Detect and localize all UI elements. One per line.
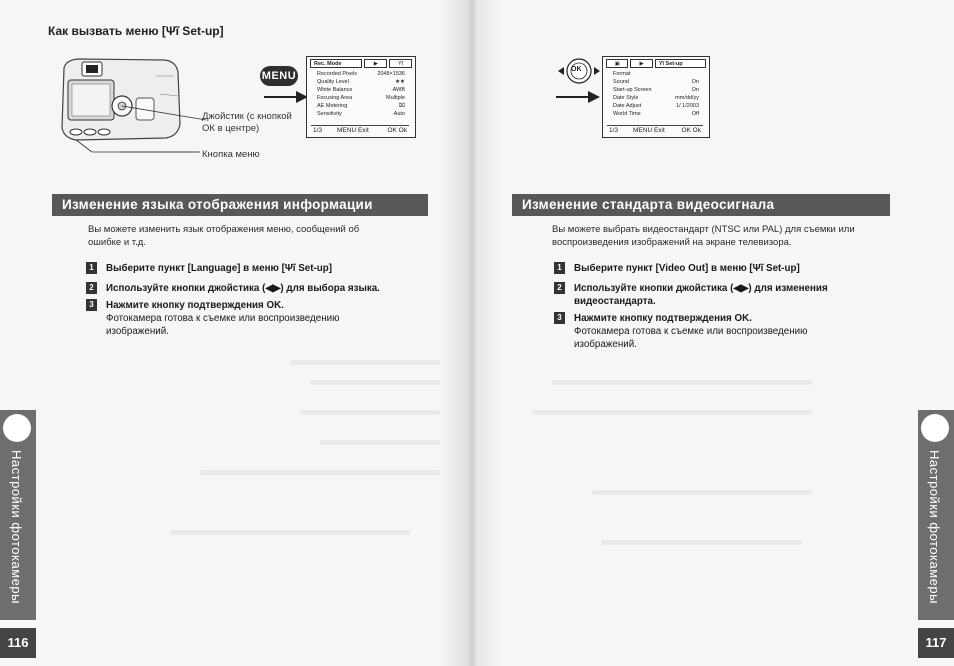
lcd-row-value: ★★	[395, 79, 405, 85]
lcd-footer-ok: OK Ok	[387, 127, 407, 134]
lcd-tab-setup: Yĩ	[389, 59, 412, 68]
side-tab-text: Настройки фотокамеры	[9, 450, 24, 604]
bleed-through	[310, 380, 440, 385]
bleed-through	[552, 380, 812, 385]
lcd-row-label: Start-up Screen	[613, 87, 652, 93]
step-text: Выберите пункт [Video Out] в меню [Ψĩ Set-up]	[574, 263, 800, 274]
step-item	[86, 262, 426, 276]
lcd-footer-exit: MENU Exit	[633, 127, 665, 134]
lcd-row	[609, 102, 703, 110]
step-number: 2	[86, 282, 97, 294]
step-subtext: изображений.	[574, 339, 637, 350]
lcd-row-label: Date Adjust	[613, 103, 642, 109]
lcd-tab-playback: ▶	[364, 59, 387, 68]
side-tab	[0, 410, 36, 620]
step-text: Используйте кнопки джойстика (◀▶) для изменения	[574, 283, 828, 294]
page-number: 116	[0, 628, 36, 658]
step-text: Нажмите кнопку подтверждения OK.	[106, 300, 284, 311]
bleed-through	[200, 470, 440, 475]
intro-line1: Вы можете изменить язык отображения меню, сообщений об	[88, 224, 360, 235]
lcd-footer-page: 1/3	[609, 127, 619, 134]
step-item	[554, 282, 894, 310]
lcd-row-label: Quality Level	[317, 79, 349, 85]
lcd-row-label: Sensitivity	[317, 111, 342, 117]
arrow-right-icon	[262, 90, 310, 104]
lcd-row-value: On	[691, 79, 699, 85]
side-tab-text: Настройки фотокамеры	[927, 450, 942, 604]
lcd-row-value: 2048×1536	[377, 71, 405, 77]
step-subtext: видеостандарта.	[574, 296, 656, 307]
lcd-row-label: World Time	[613, 111, 641, 117]
bleed-through	[602, 540, 802, 545]
lcd-tab-rec-mode: ▣	[606, 59, 628, 68]
lcd-row-label: AE Metering	[317, 103, 348, 109]
lcd-tabs	[310, 59, 412, 68]
lcd-row-value: Multiple	[386, 95, 405, 101]
lcd-row	[609, 78, 703, 86]
lcd-tabs	[606, 59, 706, 68]
lcd-footer	[311, 125, 409, 135]
lcd-row-label: Sound	[613, 79, 629, 85]
lcd-row-value: Off	[691, 111, 699, 117]
step-text: Используйте кнопки джойстика (◀▶) для выбора языка.	[106, 283, 380, 294]
lcd-row-value: mm/dd/yy	[675, 95, 699, 101]
lcd-row-value: Auto	[393, 111, 405, 117]
right-page	[472, 0, 954, 666]
joystick-ok-label: OK	[571, 66, 582, 73]
lcd-footer-page: 1/3	[313, 127, 323, 134]
arrow-right-icon	[554, 90, 602, 104]
lcd-row	[609, 94, 703, 102]
bleed-through	[320, 440, 440, 445]
step-number: 1	[86, 262, 97, 274]
lcd-tab-setup: Yĩ Set-up	[655, 59, 706, 68]
menu-leader-line	[70, 138, 200, 158]
lcd-row-label: Focusing Area	[317, 95, 353, 101]
callout-menu-button: Кнопка меню	[202, 149, 260, 160]
lcd-row	[313, 102, 409, 110]
step-text: Нажмите кнопку подтверждения OK.	[574, 313, 752, 324]
step-item	[86, 282, 426, 296]
lcd-footer-exit: MENU Exit	[337, 127, 369, 134]
lcd-row-label: Recorded Pixels	[317, 71, 358, 77]
lcd-row	[609, 110, 703, 118]
step-item	[86, 299, 426, 339]
step-subtext: изображений.	[106, 326, 169, 337]
page-number: 117	[918, 628, 954, 658]
step-subtext: Фотокамера готова к съемке или воспроизведению	[106, 313, 340, 324]
lcd-tab-rec-mode: Rec. Mode	[310, 59, 362, 68]
lcd-row	[313, 78, 409, 86]
step-number: 2	[554, 282, 565, 294]
intro-line2: ошибке и т.д.	[88, 237, 146, 248]
lcd-footer-ok: OK Ok	[681, 127, 701, 134]
step-text: Выберите пункт [Language] в меню [Ψĩ Set-up]	[106, 263, 332, 274]
lcd-row	[313, 70, 409, 78]
callout-joystick-line2: ОК в центре)	[202, 123, 260, 134]
bleed-through	[300, 410, 440, 415]
lcd-row	[609, 70, 703, 78]
section-banner: Изменение стандарта видеосигнала	[512, 194, 890, 216]
lcd-row-label: White Balance	[317, 87, 353, 93]
intro-line2: воспроизведения изображений на экране телевизора.	[552, 237, 792, 248]
lcd-row-label: Date Style	[613, 95, 639, 101]
step-item	[554, 312, 894, 352]
lcd-row	[313, 94, 409, 102]
step-number: 3	[554, 312, 565, 324]
callout-joystick-line1: Джойстик (с кнопкой	[202, 111, 292, 122]
left-page	[0, 0, 472, 666]
bleed-through	[170, 530, 410, 535]
tab-marker	[3, 414, 31, 442]
lcd-row	[313, 110, 409, 118]
bleed-through	[592, 490, 812, 495]
menu-button-icon	[70, 129, 82, 135]
step-subtext: Фотокамера готова к съемке или воспроизведению	[574, 326, 808, 337]
bleed-through	[532, 410, 812, 415]
lcd-row-label: Format	[613, 71, 631, 77]
section-banner: Изменение языка отображения информации	[52, 194, 428, 216]
lcd-row	[313, 86, 409, 94]
lcd-rec-mode-menu	[306, 56, 416, 138]
lcd-tab-playback: ▶	[630, 59, 652, 68]
step-item	[554, 262, 894, 276]
bleed-through	[290, 360, 440, 365]
step-number: 3	[86, 299, 97, 311]
section-title: Как вызвать меню [Ψĩ Set-up]	[48, 24, 224, 38]
side-tab	[918, 410, 954, 620]
lcd-row-value: ⌧	[398, 103, 405, 109]
lcd-row	[609, 86, 703, 94]
intro-line1: Вы можете выбрать видеостандарт (NTSC или PAL) для съемки или	[552, 224, 855, 235]
step-number: 1	[554, 262, 565, 274]
lcd-setup-menu	[602, 56, 710, 138]
lcd-row-value: AWB	[392, 87, 405, 93]
tab-marker	[921, 414, 949, 442]
lcd-footer	[607, 125, 703, 135]
book-gutter	[440, 0, 504, 666]
lcd-row-value: On	[691, 87, 699, 93]
menu-button-badge: MENU	[260, 66, 298, 86]
lcd-row-value: 1/ 1/2003	[676, 103, 699, 109]
